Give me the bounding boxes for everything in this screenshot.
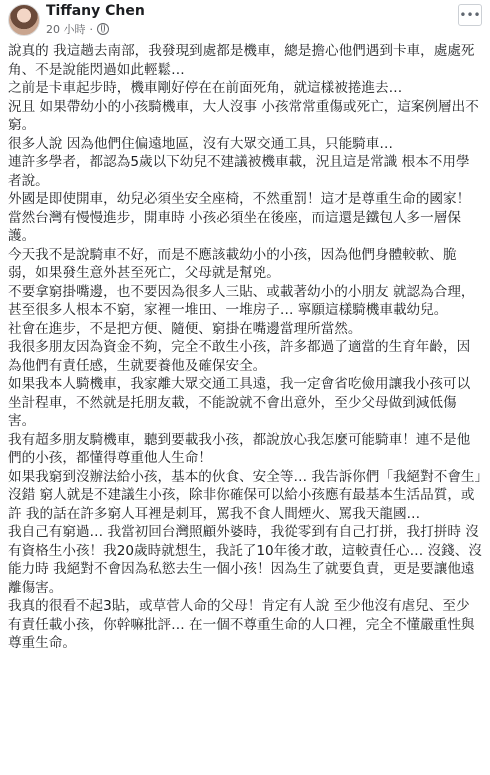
post-body — [8, 42, 489, 653]
post-paragraph: 我真的很看不起3貼，或草菅人命的父母！肯定有人說 至少他沒有虐兒、至少有責任載小孩，你幹嘛批評… 在一個不尊重生命的人口裡，完全不懂嚴重性與尊重生命。 — [8, 598, 475, 651]
post-paragraph: 我自己有窮過… 我當初回台灣照顧外婆時，我從零到有自己打拼，我打拼時 沒有資格生小孩！我20歲時就想生，我託了10年後才敢，這較責任心… 沒錢、沒能力時 我絕對不會因為私慾去生一個小孩！因為生了就要負責，更是要讓他遠離傷害。 — [8, 524, 482, 596]
post-paragraph: 今天我不是說騎車不好，而是不應該載幼小的小孩，因為他們身體較軟、脆弱，如果發生意外甚至死亡，父母就是幫兇。 — [8, 246, 457, 281]
author-name[interactable]: Tiffany Chen — [46, 3, 145, 19]
more-options-icon: ••• — [459, 8, 481, 22]
post-time[interactable]: 20 小時 — [46, 23, 86, 36]
post-paragraph: 外國是即使開車，幼兒必須坐安全座椅，不然重罰！這才是尊重生命的國家！當然台灣有慢慢進步，開車時 小孩必須坐在後座，而這還是鐵包人多一層保護。 — [8, 191, 471, 244]
post-paragraph: 之前是卡車起步時，機車剛好停在在前面死角，就這樣被捲進去… — [8, 80, 403, 96]
post-paragraph: 如果我本人騎機車，我家離大眾交通工具遠，我一定會省吃儉用讓我小孩可以坐計程車，不然就是托朋友載，不能說就不會出意外，至少父母做到減低傷害。 — [8, 376, 471, 429]
separator: · — [89, 22, 93, 36]
avatar[interactable] — [8, 4, 40, 36]
post-paragraph: 社會在進步，不是把方便、隨便、窮掛在嘴邊當理所當然。 — [8, 320, 362, 337]
post-paragraph: 連許多學者，都認為5歲以下幼兒不建議被機車載，況且這是常識 根本不用學者說。 — [8, 154, 470, 189]
post-paragraph: 說真的 我這趟去南部，我發現到處都是機車，總是擔心他們遇到卡車，處處死角、不是說能閃過如此輕鬆… — [8, 43, 475, 78]
post-paragraph: 沒錯 窮人就是不建議生小孩，除非你確保可以給小孩應有最基本生活品質，或許 我的話在許多窮人耳裡是刺耳，罵我不食人間煙火、罵我天龍國… — [8, 487, 475, 522]
post-paragraph: 很多人說 因為他們住偏遠地區，沒有大眾交通工具，只能騎車… — [8, 135, 393, 152]
globe-icon — [97, 23, 109, 35]
post-header — [0, 0, 490, 38]
post-paragraph: 況且 如果帶幼小的小孩騎機車，大人沒事 小孩常常重傷或死亡，這案例層出不窮。 — [8, 98, 479, 133]
post-paragraph: 不要拿窮掛嘴邊，也不要因為很多人三貼、或載著幼小的小朋友 就認為合理，甚至很多人根本不窮，家裡一堆田、一堆房子… 寧願這樣騎機車載幼兒。 — [8, 283, 475, 318]
post-paragraph: 我有超多朋友騎機車，聽到要載我小孩，都說放心我怎麼可能騎車！連不是他們的小孩，都懂得尊重他人生命！ — [8, 431, 471, 466]
more-options-button[interactable] — [458, 4, 482, 26]
post-paragraph: 如果我窮到沒辦法給小孩，基本的伙食、安全等… 我告訴你們「我絕對不會生」 — [8, 468, 489, 485]
post-meta — [46, 21, 109, 37]
post-paragraph: 我很多朋友因為資金不夠，完全不敢生小孩，許多都過了適當的生育年齡，因為他們有責任感，生就要養他及確保安全。 — [8, 339, 471, 374]
